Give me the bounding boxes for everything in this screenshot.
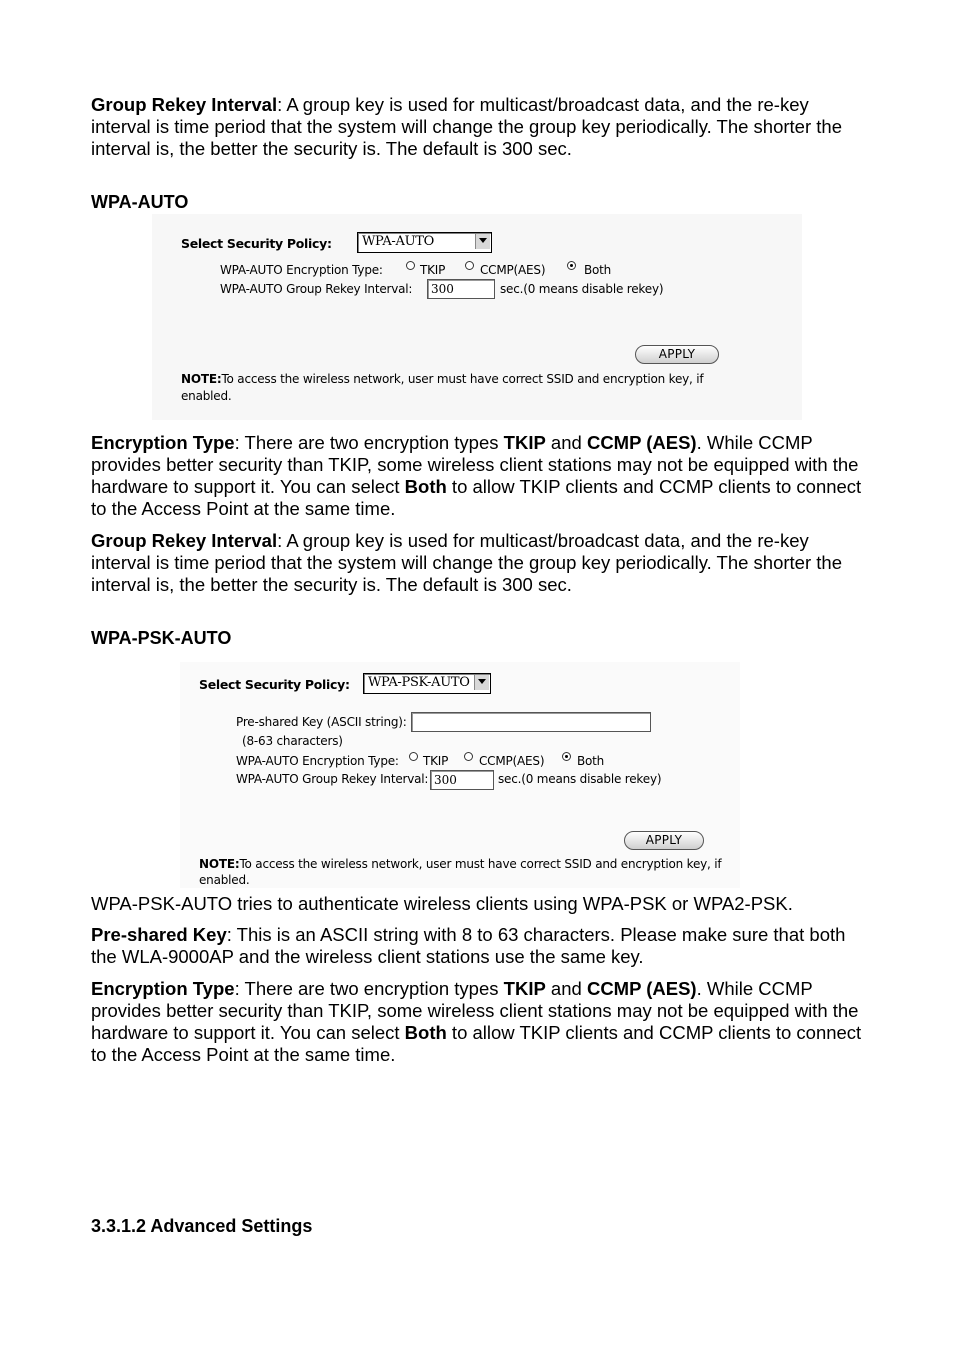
policy-select[interactable] [363,673,491,694]
radio-both[interactable] [567,261,576,270]
tkip-term: TKIP [503,978,546,999]
rekey-interval-input[interactable]: 300 [430,770,494,790]
apply-button[interactable]: APPLY [624,831,704,850]
chevron-down-icon[interactable] [474,675,489,690]
encryption-text-part: . While CCMP provides better security than TKIP, some wireless client stations may not be equipped with the hardware to support it. You can select [91,432,859,497]
wpa-psk-auto-heading: WPA-PSK-AUTO [91,628,232,648]
wpa-psk-auto-intro: WPA-PSK-AUTO tries to authenticate wireless clients using WPA-PSK or WPA2-PSK. [91,893,793,914]
ccmp-term: CCMP (AES) [586,978,697,999]
note-line2: enabled. [181,389,232,403]
note-line1: To access the wireless network, user must have correct SSID and encryption key, if [239,857,722,871]
psk-term: Pre-shared Key [91,924,227,945]
policy-label: Select Security Policy: [199,677,350,692]
encryption-text-part: : There are two encryption types [234,432,504,453]
radio-ccmp-label: CCMP(AES) [480,263,546,277]
chevron-down-icon[interactable] [475,234,490,249]
wpa-auto-settings-panel [152,214,802,420]
policy-select-value: WPA-AUTO [362,234,434,249]
wpa-psk-auto-settings-panel [180,662,740,888]
encryption-type-paragraph-2 [91,978,871,1066]
wpa-auto-heading: WPA-AUTO [91,192,189,212]
radio-ccmp[interactable] [464,752,473,761]
psk-text: : This is an ASCII string with 8 to 63 characters. Please make sure that both the WLA-9000AP and the wireless client stations use the same key. [91,924,846,967]
policy-select[interactable] [357,232,492,253]
apply-button[interactable]: APPLY [635,345,719,364]
rekey-interval-hint: sec.(0 means disable rekey) [498,772,662,786]
encryption-type-label: WPA-AUTO Encryption Type: [220,263,383,277]
psk-paragraph [91,924,871,968]
radio-tkip-label: TKIP [420,263,446,277]
group-rekey-paragraph [91,94,871,160]
rekey-interval-hint: sec.(0 means disable rekey) [500,282,664,296]
psk-input[interactable] [411,712,651,732]
policy-label: Select Security Policy: [181,236,332,251]
note-text-line1 [199,857,721,871]
group-rekey-text: : A group key is used for multicast/broadcast data, and the re-key interval is time period that the system will change the group key periodically. The shorter the interval is, the better the security is. The default is 300 sec. [91,530,842,595]
radio-both-label: Both [577,754,605,768]
encryption-text-part: to allow TKIP clients and CCMP clients to connect to the Access Point at the same time. [91,476,862,519]
note-label: NOTE: [181,372,222,386]
rekey-interval-label: WPA-AUTO Group Rekey Interval: [236,772,429,786]
ccmp-term: CCMP (AES) [586,432,697,453]
both-term: Both [404,476,447,497]
encryption-text-part: : There are two encryption types [234,978,504,999]
encryption-type-term: Encryption Type [91,978,235,999]
rekey-interval-label: WPA-AUTO Group Rekey Interval: [220,282,413,296]
radio-tkip[interactable] [409,752,418,761]
psk-label: Pre-shared Key (ASCII string): [236,715,407,729]
encryption-type-label: WPA-AUTO Encryption Type: [236,754,399,768]
note-line1: To access the wireless network, user must have correct SSID and encryption key, if [221,372,704,386]
encryption-text-part: and [545,432,587,453]
encryption-type-paragraph [91,432,871,520]
encryption-text-part: to allow TKIP clients and CCMP clients to connect to the Access Point at the same time. [91,1022,862,1065]
radio-ccmp[interactable] [465,261,474,270]
tkip-term: TKIP [503,432,546,453]
radio-both[interactable] [562,752,571,761]
note-label: NOTE: [199,857,240,871]
policy-select-value: WPA-PSK-AUTO [368,675,470,690]
group-rekey-term: Group Rekey Interval [91,94,278,115]
encryption-text-part: and [545,978,587,999]
note-text-line1 [181,372,703,386]
radio-both-label: Both [584,263,612,277]
radio-ccmp-label: CCMP(AES) [479,754,545,768]
group-rekey-paragraph-2 [91,530,871,596]
rekey-interval-input[interactable]: 300 [427,279,495,299]
psk-hint: (8-63 characters) [242,734,343,748]
both-term: Both [404,1022,447,1043]
encryption-type-term: Encryption Type [91,432,235,453]
advanced-settings-heading: 3.3.1.2 Advanced Settings [91,1216,313,1236]
radio-tkip[interactable] [406,261,415,270]
encryption-text-part: . While CCMP provides better security than TKIP, some wireless client stations may not be equipped with the hardware to support it. You can select [91,978,859,1043]
group-rekey-text: : A group key is used for multicast/broadcast data, and the re-key interval is time period that the system will change the group key periodically. The shorter the interval is, the better the security is. The default is 300 sec. [91,94,842,159]
group-rekey-term: Group Rekey Interval [91,530,278,551]
radio-tkip-label: TKIP [423,754,449,768]
note-line2: enabled. [199,873,250,887]
